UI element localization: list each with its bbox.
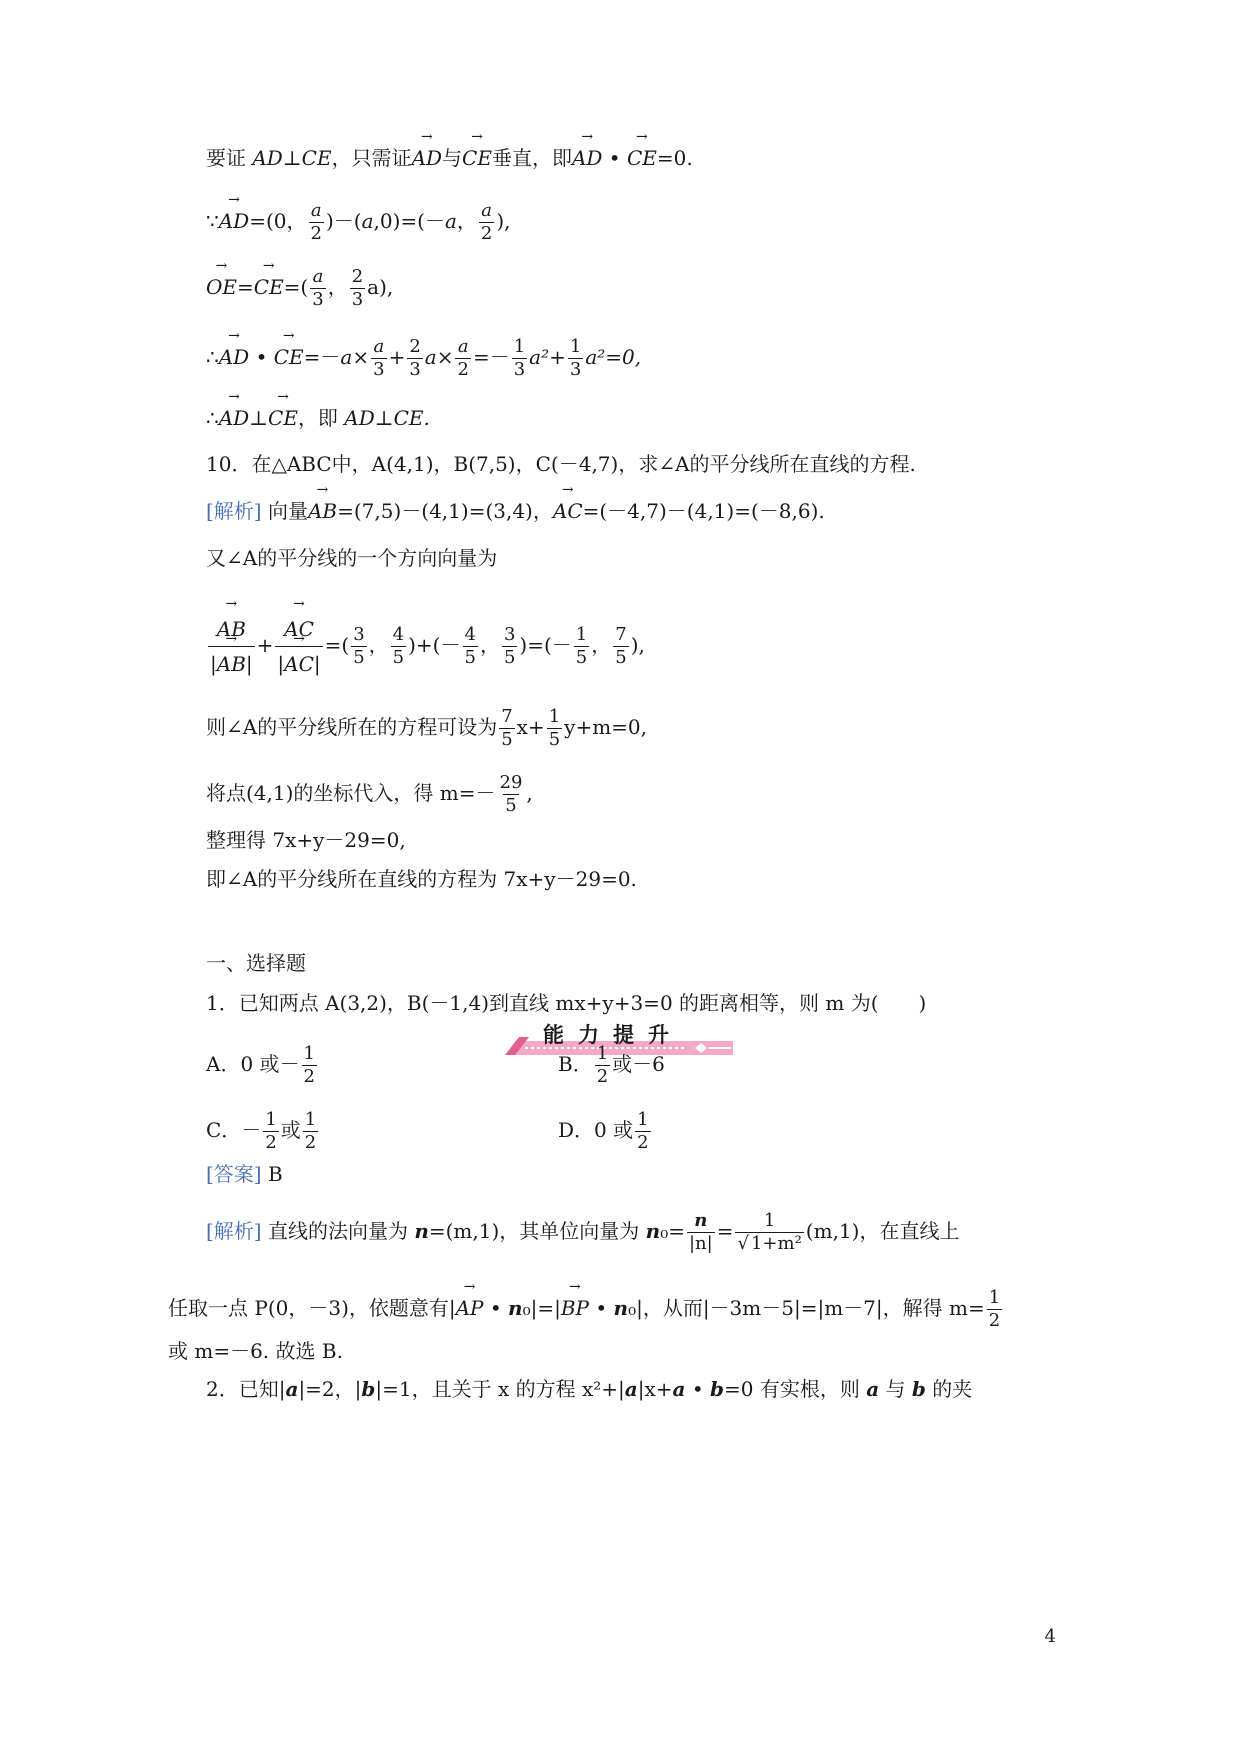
vector: → AD <box>219 405 249 431</box>
vector: → CE <box>462 145 492 171</box>
text: b <box>710 1377 724 1401</box>
text: ， <box>368 633 389 657</box>
text: ⊥ <box>282 146 302 170</box>
line-22: 或 m=－6. 故选 B. <box>168 1339 343 1363</box>
vector: → CE <box>274 344 304 370</box>
text: ₀= <box>660 1219 685 1243</box>
text: ，即 <box>297 406 345 430</box>
text: , <box>526 781 533 805</box>
fraction: $\frac{1}{2}$ <box>303 1043 315 1087</box>
fraction: $\frac{1}{2}$ <box>637 1109 649 1153</box>
text: a²=0, <box>585 345 642 369</box>
fraction: $\frac{a}{2}$ <box>480 200 493 244</box>
vector: → AC <box>553 498 583 524</box>
text: =(7,5)－(4,1)=(3,4)， <box>337 499 553 523</box>
option-c <box>206 1109 320 1154</box>
text: )+(－ <box>408 633 461 657</box>
vector: → AP <box>456 1295 484 1321</box>
text: ₀|=| <box>522 1296 561 1320</box>
section-title: 一、选择题 <box>206 951 306 975</box>
text: 要证 <box>206 146 253 170</box>
question-2 <box>206 1376 972 1402</box>
question-1: 1．已知两点 A(3,2)，B(－1,4)到直线 mx+y+3=0 的距离相等，则 m 为( ) <box>206 991 927 1015</box>
line-9 <box>206 612 645 681</box>
vector: → OE <box>206 274 237 300</box>
fraction: $\frac{n}{|n|}$ <box>688 1210 713 1254</box>
vector: → CE <box>268 405 298 431</box>
line-11 <box>206 772 533 817</box>
analysis-tag: [解析] <box>206 499 262 523</box>
text: 或－6 <box>612 1052 665 1076</box>
text: a <box>672 1377 686 1401</box>
text: =( <box>324 633 350 657</box>
text: a <box>340 345 353 369</box>
fraction: $\frac{a}{3}$ <box>312 266 324 310</box>
text: )－( <box>325 209 362 233</box>
text: a²+ <box>529 345 566 369</box>
banner-title: 能力提升 <box>543 1023 683 1047</box>
fraction: $\frac{1}{5}$ <box>575 624 588 668</box>
fraction: $\frac{a}{2}$ <box>310 200 322 244</box>
fraction: → $\frac{AB}{|\to AB|}$ <box>208 612 255 681</box>
text: + <box>256 633 274 657</box>
line-10 <box>206 706 647 751</box>
text: 将点(4,1)的坐标代入，得 m=－ <box>206 781 496 805</box>
text: ₀|，从而|－3m－5|=|m－7|，解得 m= <box>628 1296 985 1320</box>
fraction: $\frac{3}{5}$ <box>353 624 365 668</box>
option-a <box>206 1043 319 1088</box>
text: =(0， <box>249 209 307 233</box>
text: ，只需证 <box>331 146 412 170</box>
text: ， <box>591 633 612 657</box>
analysis-tag: [解析] <box>206 1219 262 1243</box>
vector: → BP <box>561 1295 589 1321</box>
text: |x+ <box>637 1377 673 1401</box>
text: =－ <box>303 345 341 369</box>
fraction: $\frac{7}{5}$ <box>501 706 513 750</box>
fraction: $\frac{2}{3}$ <box>409 336 421 380</box>
text: =0 有实根，则 <box>723 1377 867 1401</box>
text: 与 <box>879 1377 912 1401</box>
line-1 <box>206 145 693 171</box>
line-20 <box>206 1210 959 1255</box>
text: n <box>613 1296 629 1320</box>
fraction: $\frac{1}{2}$ <box>988 1287 1001 1331</box>
text: ∵ <box>206 209 219 233</box>
text: a <box>424 345 437 369</box>
text: ⊥ <box>249 406 269 430</box>
text: = <box>716 1219 734 1243</box>
text: (m,1)，在直线上 <box>805 1219 960 1243</box>
text: =(－4,7)－(4,1)=(－8,6). <box>582 499 825 523</box>
text: a <box>285 1377 299 1401</box>
line-4 <box>206 336 641 381</box>
answer-line <box>206 1161 283 1187</box>
fraction: → $\frac{AC}{|\to AC|}$ <box>275 612 322 681</box>
text: x+ <box>516 715 545 739</box>
fraction: $\frac{1}{\text{√ 1+m²}}$ <box>737 1210 802 1254</box>
text: 向量 <box>261 499 308 523</box>
text: 则∠A的平分线所在的方程可设为 <box>206 715 498 739</box>
fraction: $\frac{4}{5}$ <box>392 624 405 668</box>
line-5 <box>206 405 430 431</box>
fraction: $\frac{1}{2}$ <box>596 1043 609 1087</box>
text: 任取一点 P(0，－3)，依题意有| <box>168 1296 456 1320</box>
text: a <box>624 1377 638 1401</box>
option-d <box>558 1109 653 1154</box>
text: n <box>414 1219 429 1243</box>
vector: → AD <box>572 145 602 171</box>
text: 与 <box>442 146 463 170</box>
answer-value: B <box>267 1162 283 1186</box>
text: A．0 或－ <box>206 1052 300 1076</box>
text: AD <box>252 146 283 170</box>
text: n <box>645 1219 661 1243</box>
text: n <box>508 1296 523 1320</box>
fraction: $\frac{4}{5}$ <box>464 624 476 668</box>
text: 2．已知| <box>206 1377 286 1401</box>
fraction: $\frac{1}{2}$ <box>304 1109 317 1153</box>
text: ), <box>496 209 511 233</box>
text: a <box>444 209 457 233</box>
text: ∴ <box>206 345 219 369</box>
fraction: $\frac{1}{2}$ <box>265 1109 277 1153</box>
text: B． <box>558 1052 593 1076</box>
text: • <box>602 146 627 170</box>
text: =( <box>283 275 309 299</box>
text: ∴ <box>206 406 219 430</box>
text: y+m=0, <box>564 715 648 739</box>
text: ⊥ <box>374 406 394 430</box>
line-7 <box>206 498 825 524</box>
fraction: $\frac{7}{5}$ <box>615 624 627 668</box>
text: CE. <box>393 406 430 430</box>
text: CE <box>301 146 332 170</box>
vector: → CE <box>254 274 284 300</box>
line-12: 整理得 7x+y－29=0, <box>206 828 406 852</box>
fraction: $\frac{a}{3}$ <box>373 336 385 380</box>
text: ， <box>327 275 348 299</box>
line-8: 又∠A的平分线的一个方向向量为 <box>206 546 498 570</box>
line-13: 即∠A的平分线所在直线的方程为 7x+y－29=0. <box>206 867 637 891</box>
text: 的夹 <box>925 1377 973 1401</box>
fraction: $\frac{3}{5}$ <box>503 624 516 668</box>
fraction: $\frac{1}{3}$ <box>513 336 526 380</box>
text: ， <box>479 633 500 657</box>
fraction: $\frac{a}{2}$ <box>457 336 469 380</box>
fraction: $\frac{1}{3}$ <box>569 336 582 380</box>
text: × <box>352 345 370 369</box>
line-21 <box>168 1287 1004 1332</box>
question-10: 10．在△ABC中，A(4,1)，B(7,5)，C(－4,7)，求∠A的平分线所在直线的方程. <box>206 452 916 476</box>
text: ， <box>456 209 477 233</box>
text: =－ <box>472 345 510 369</box>
text: a <box>361 209 374 233</box>
text: × <box>436 345 454 369</box>
text: 垂直，即 <box>491 146 572 170</box>
text: + <box>388 345 406 369</box>
page-number: 4 <box>1044 1626 1056 1647</box>
text: = <box>237 275 254 299</box>
text: ,0)=(－ <box>373 209 445 233</box>
text: )=(－ <box>519 633 572 657</box>
vector: → AD <box>219 344 249 370</box>
vector: → AB <box>308 498 337 524</box>
text: D．0 或 <box>558 1118 634 1142</box>
fraction: $\frac{2}{3}$ <box>351 266 364 310</box>
vector: → AD <box>219 208 249 234</box>
option-b <box>558 1043 665 1088</box>
vector: → AD <box>412 145 442 171</box>
text: • <box>483 1296 509 1320</box>
text: a), <box>367 275 394 299</box>
text: • <box>685 1377 710 1401</box>
text: a <box>866 1377 880 1401</box>
text: |=1，且关于 x 的方程 x²+| <box>375 1377 625 1401</box>
fraction: $\frac{1}{5}$ <box>548 706 561 750</box>
text: 直线的法向量为 <box>261 1219 415 1243</box>
text: • <box>249 345 274 369</box>
fraction: $\frac{29}{5}$ <box>499 772 523 816</box>
text: =(m,1)，其单位向量为 <box>428 1219 646 1243</box>
text: |=2，| <box>298 1377 362 1401</box>
text: b <box>361 1377 376 1401</box>
line-2 <box>206 200 511 245</box>
text: • <box>589 1296 614 1320</box>
text: AD <box>344 406 375 430</box>
text: =0. <box>656 146 693 170</box>
answer-tag: [答案] <box>206 1162 262 1186</box>
text: 或 <box>280 1118 301 1142</box>
text: b <box>911 1377 926 1401</box>
text: C．－ <box>206 1118 262 1142</box>
line-3 <box>206 266 393 311</box>
vector: → CE <box>627 145 657 171</box>
text: ), <box>630 633 645 657</box>
